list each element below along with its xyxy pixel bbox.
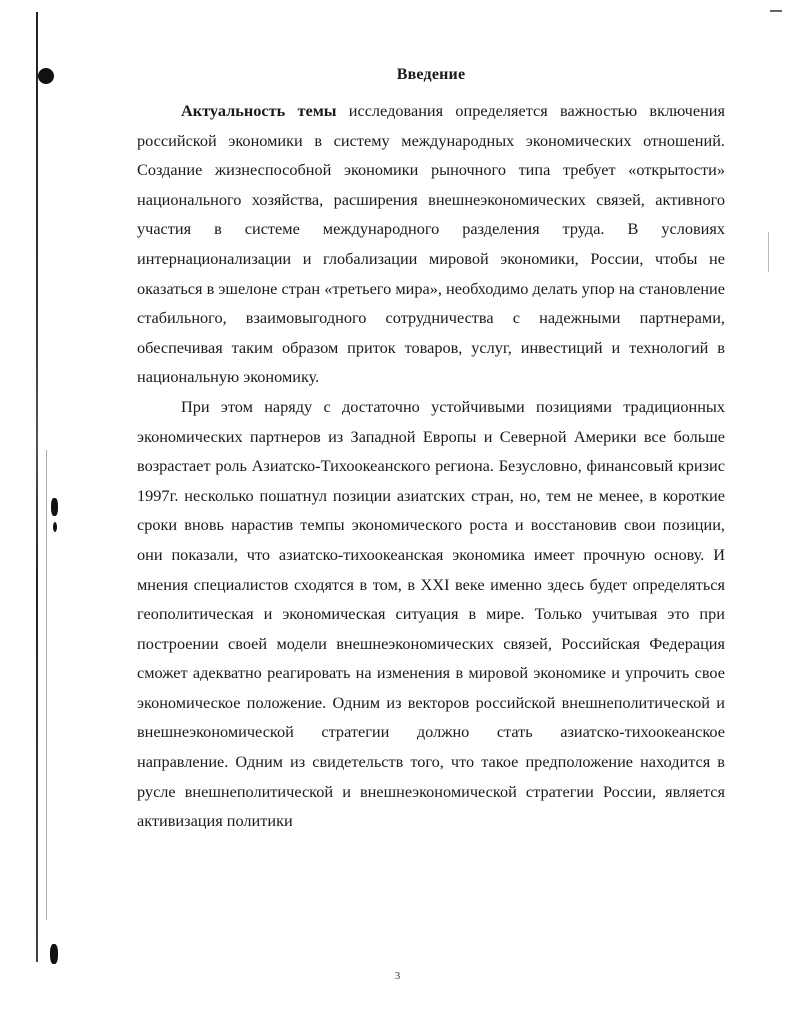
- page-number: 3: [394, 970, 401, 982]
- paragraph-relevance: [137, 96, 725, 392]
- scan-edge-line-secondary: [46, 450, 47, 920]
- paragraph-asia-pacific: При этом наряду с достаточно устойчивыми позициями традиционных экономических партнеров из Западной Европы и Северной Америки все больше возрастает роль Азиатско-Тихоокеанского региона. Безусловно, финансовый кризис 1997г. несколько пошатнул позиции азиатских стран, но, тем не менее, в короткие сроки вновь нарастив темпы экономического роста и восстановив свои позиции, они показали, что азиатско-тихоокеанская экономика имеет прочную основу. И мнения специалистов сходятся в том, в XXI веке именно здесь будет определяться геополитическая и экономическая ситуация в мире. Только учитывая это при построении своей модели внешнеэкономических связей, Российская Федерация сможет адекватно реагировать на изменения в мировой экономике и упрочить свое экономическое положение. Одним из векторов российской внешнеполитической и внешнеэкономической стратегии должно стать азиатско-тихоокеанское направление. Одним из свидетельств того, что такое предположение находится в русле внешнеполитической и внешнеэкономической стратегии России, является активизация политики: [137, 396, 725, 831]
- scan-edge-line: [36, 12, 38, 962]
- document-body: [137, 66, 725, 836]
- paragraph-text: исследования определяется важностью включения российской экономики в систему международных экономических отношений. Создание жизнеспособной экономики рыночного типа требует «открытости» национального хозяйства, расширения внешнеэкономических связей, активного участия в системе международного разделения труда. В условиях интернационализации и глобализации мировой экономики, России, чтобы не оказаться в эшелоне стран «третьего мира», необходимо делать упор на становление стабильного, взаимовыгодного сотрудничества с надежными партнерами, обеспечивая таким образом приток товаров, услуг, инвестиций и технологий в национальную экономику.: [137, 101, 725, 387]
- scan-mark: [768, 232, 769, 272]
- scan-blot: [38, 68, 54, 84]
- scan-blot: [53, 522, 57, 532]
- scan-blot: [51, 498, 58, 516]
- scan-mark: [770, 10, 782, 12]
- scan-blot: [50, 944, 58, 964]
- paragraph-lead: Актуальность темы: [181, 101, 337, 120]
- section-title: Введение: [396, 66, 466, 83]
